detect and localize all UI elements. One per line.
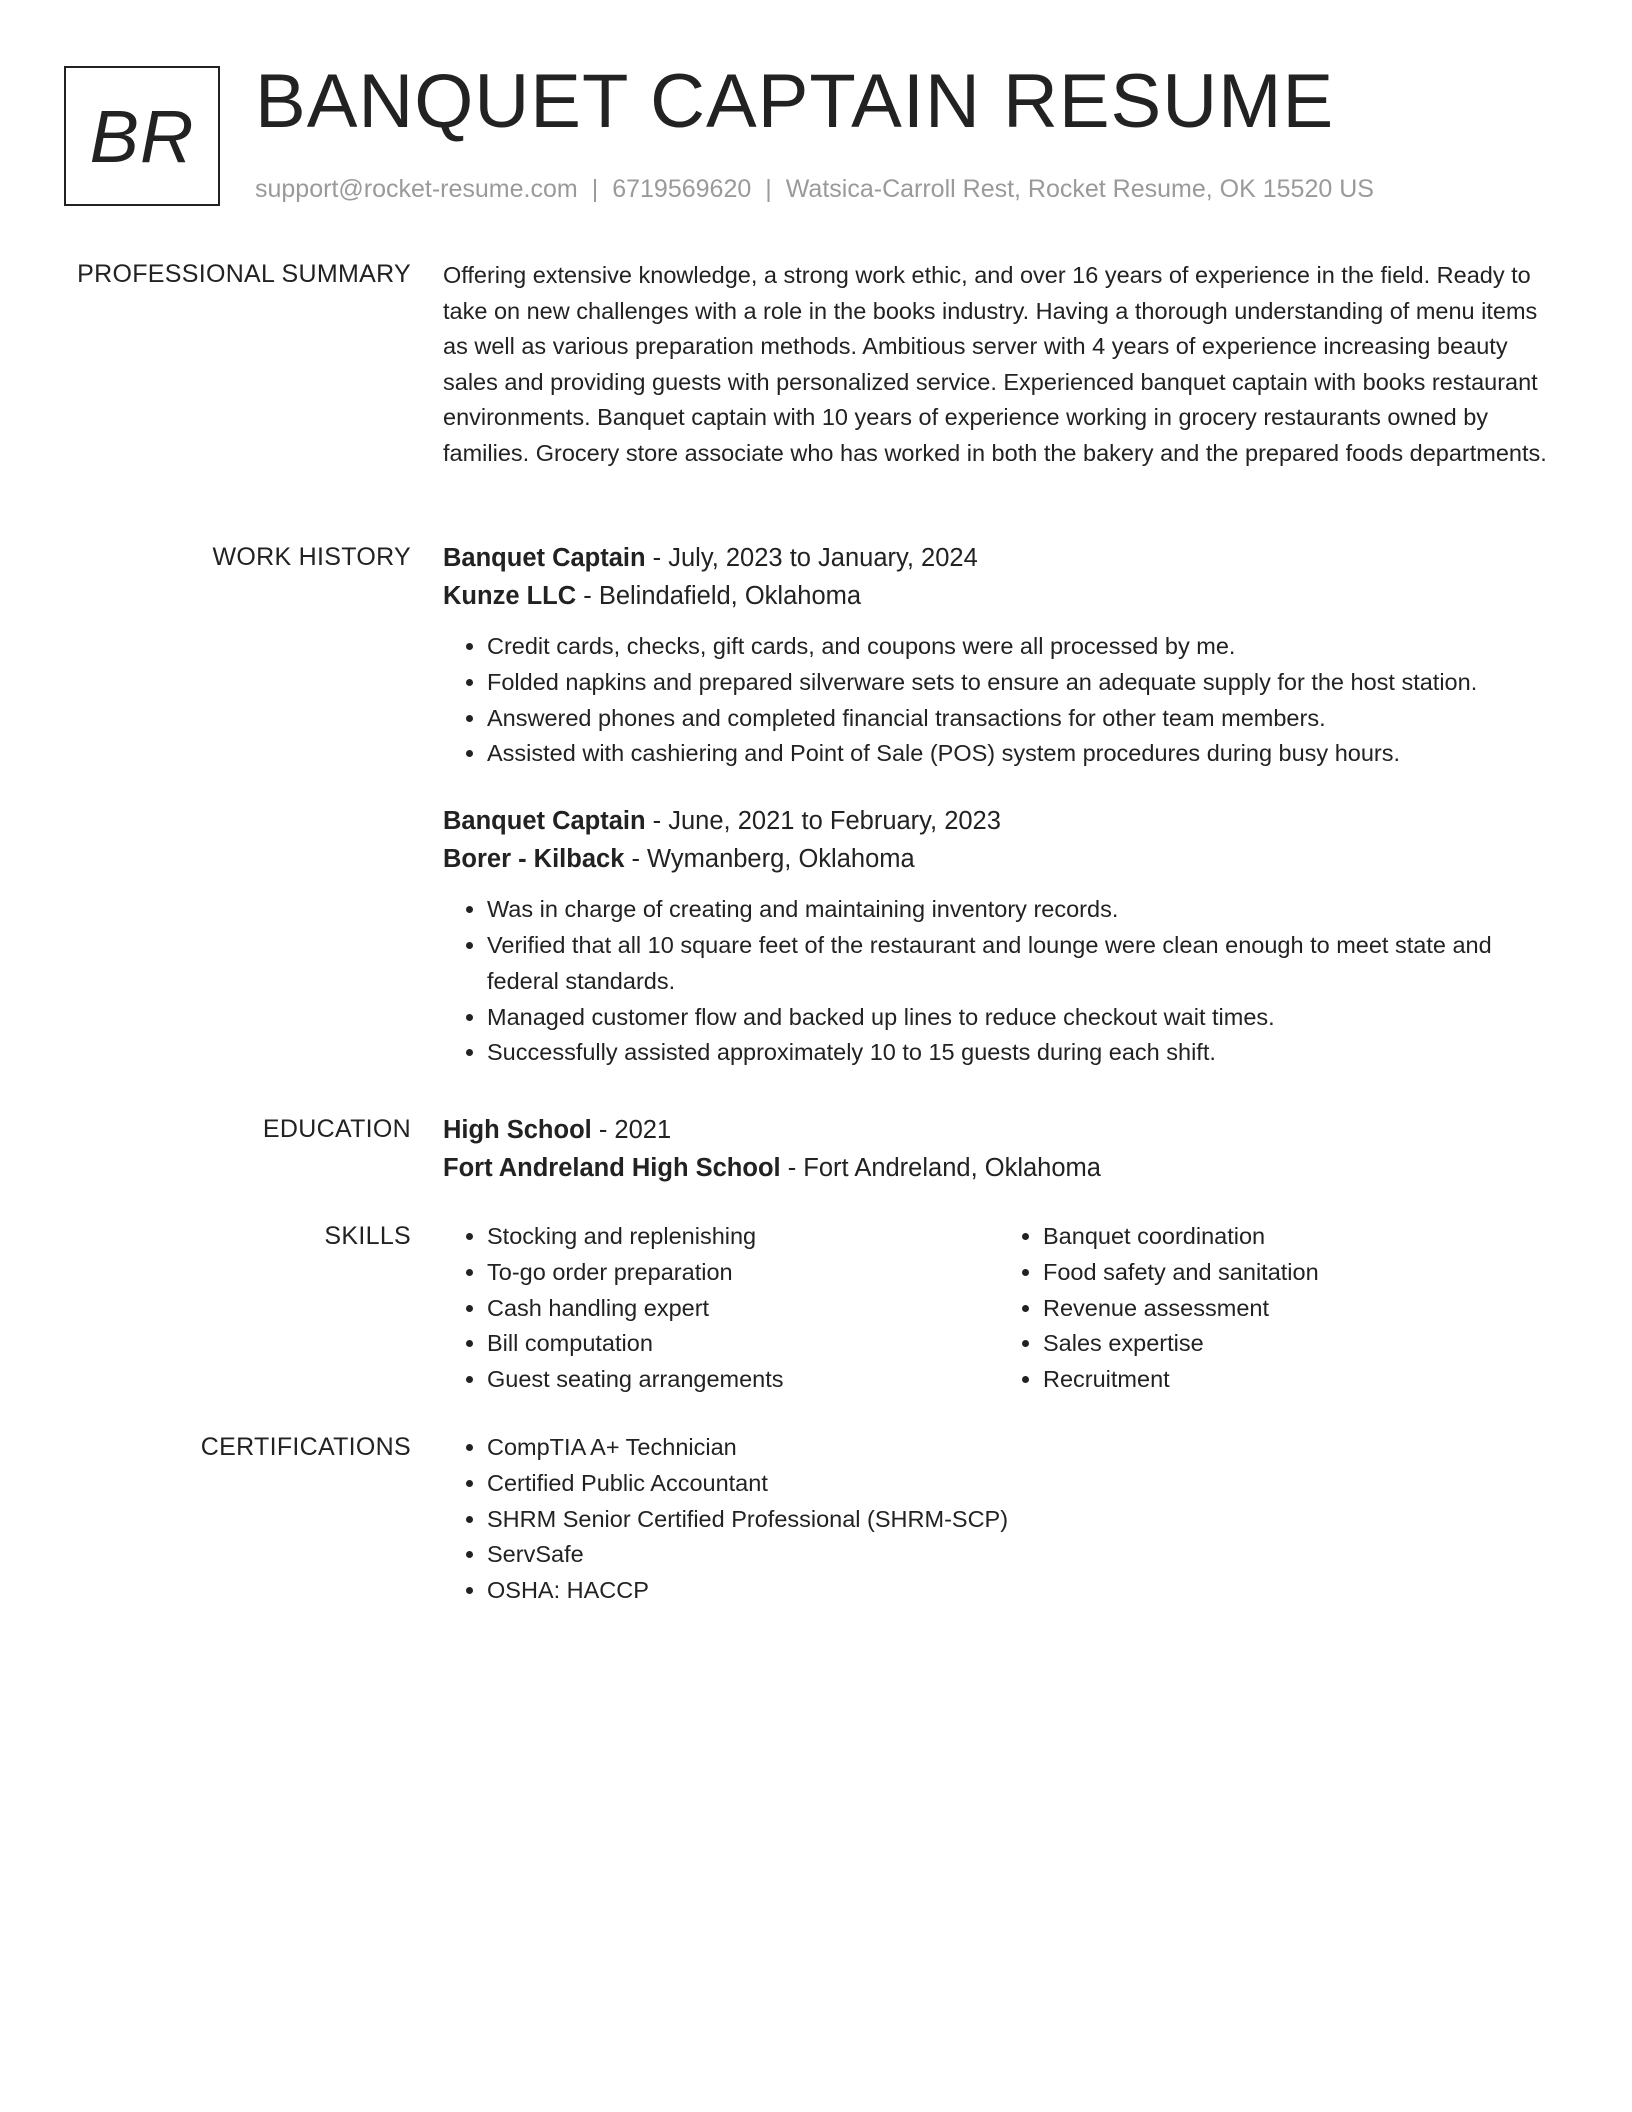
certifications-list [443,1430,1555,1609]
education-heading: EDUCATION [262,1115,411,1143]
education-degree-line [443,1111,1555,1149]
certification-item: • SHRM Senior Certified Professional (SHRM-SCP) [487,1502,1555,1538]
job-bullets [443,629,1555,772]
summary-heading: PROFESSIONAL SUMMARY [77,260,411,288]
skills-list-left [443,1219,999,1398]
job-bullet: • Verified that all 10 square feet of the restaurant and lounge were clean enough to meet state and federal standards. [487,928,1555,1000]
job-bullet: • Successfully assisted approximately 10 to 15 guests during each shift. [487,1035,1555,1071]
job-title: Banquet Captain [443,807,646,836]
job-entry [443,802,1555,1071]
job-bullet: • Was in charge of creating and maintaining inventory records. [487,892,1555,928]
skills-columns [443,1219,1555,1398]
job-location: - Wymanberg, Oklahoma [624,845,915,874]
skills-list-right [999,1219,1555,1398]
job-company-line [443,840,1555,878]
skill-item: • Stocking and replenishing [487,1219,999,1255]
certification-item: • OSHA: HACCP [487,1573,1555,1609]
skill-item: • Sales expertise [1043,1326,1555,1362]
education-location: - Fort Andreland, Oklahoma [780,1154,1101,1182]
job-bullet: • Credit cards, checks, gift cards, and coupons were all processed by me. [487,629,1555,665]
certification-item: • CompTIA A+ Technician [487,1430,1555,1466]
contact-phone: 6719569620 [612,175,752,203]
skills-heading: SKILLS [324,1222,411,1250]
job-dates: - June, 2021 to February, 2023 [645,807,1001,836]
job-bullet: • Managed customer flow and backed up lines to reduce checkout wait times. [487,1000,1555,1036]
job-company-line [443,577,1555,615]
contact-address: Watsica-Carroll Rest, Rocket Resume, OK 15520 US [785,175,1374,203]
job-entry [443,539,1555,772]
skill-item: • Food safety and sanitation [1043,1255,1555,1291]
job-location: - Belindafield, Oklahoma [576,582,862,610]
monogram-logo: BR [64,66,220,206]
contact-email: support@rocket-resume.com [255,175,578,203]
job-bullet: • Assisted with cashiering and Point of Sale (POS) system procedures during busy hours. [487,736,1555,772]
job-title-line [443,539,1555,577]
education-year: - 2021 [591,1116,672,1144]
education-degree: High School [443,1116,592,1144]
summary-text: Offering extensive knowledge, a strong work ethic, and over 16 years of experience in the field. Ready to take on new challenges with a role in the books industry. Having a thorough understanding of menu items as well as various preparation methods. Ambitious server with 4 years of experience increasing beauty sales and providing guests with personalized service. Experienced banquet captain with books restaurant environments. Banquet captain with 10 years of experience working in grocery restaurants owned by families. Grocery store associate who has worked in both the bakery and the prepared foods departments. [443,262,1547,466]
resume-title: BANQUET CAPTAIN RESUME [255,59,1335,144]
skill-item: • Revenue assessment [1043,1291,1555,1327]
skill-item: • Recruitment [1043,1362,1555,1398]
job-bullet: • Answered phones and completed financial transactions for other team members. [487,701,1555,737]
contact-separator: | [765,175,772,203]
skill-item: • Banquet coordination [1043,1219,1555,1255]
education-school-line [443,1149,1555,1187]
skill-item: • Bill computation [487,1326,999,1362]
job-company: Kunze LLC [443,582,577,610]
contact-separator: | [591,175,599,203]
job-bullets [443,892,1555,1071]
job-title-line [443,802,1555,840]
work-history-heading: WORK HISTORY [212,543,411,571]
education-school: Fort Andreland High School [443,1154,781,1182]
job-company: Borer - Kilback [443,845,625,874]
contact-line [255,172,1374,206]
skill-item: • Cash handling expert [487,1291,999,1327]
skill-item: • Guest seating arrangements [487,1362,999,1398]
skill-item: • To-go order preparation [487,1255,999,1291]
certifications-heading: CERTIFICATIONS [200,1433,411,1461]
job-title: Banquet Captain [443,544,646,572]
certification-item: • Certified Public Accountant [487,1466,1555,1502]
job-bullet: • Folded napkins and prepared silverware sets to ensure an adequate supply for the host station. [487,665,1555,701]
job-dates: - July, 2023 to January, 2024 [645,544,978,572]
certification-item: • ServSafe [487,1537,1555,1573]
